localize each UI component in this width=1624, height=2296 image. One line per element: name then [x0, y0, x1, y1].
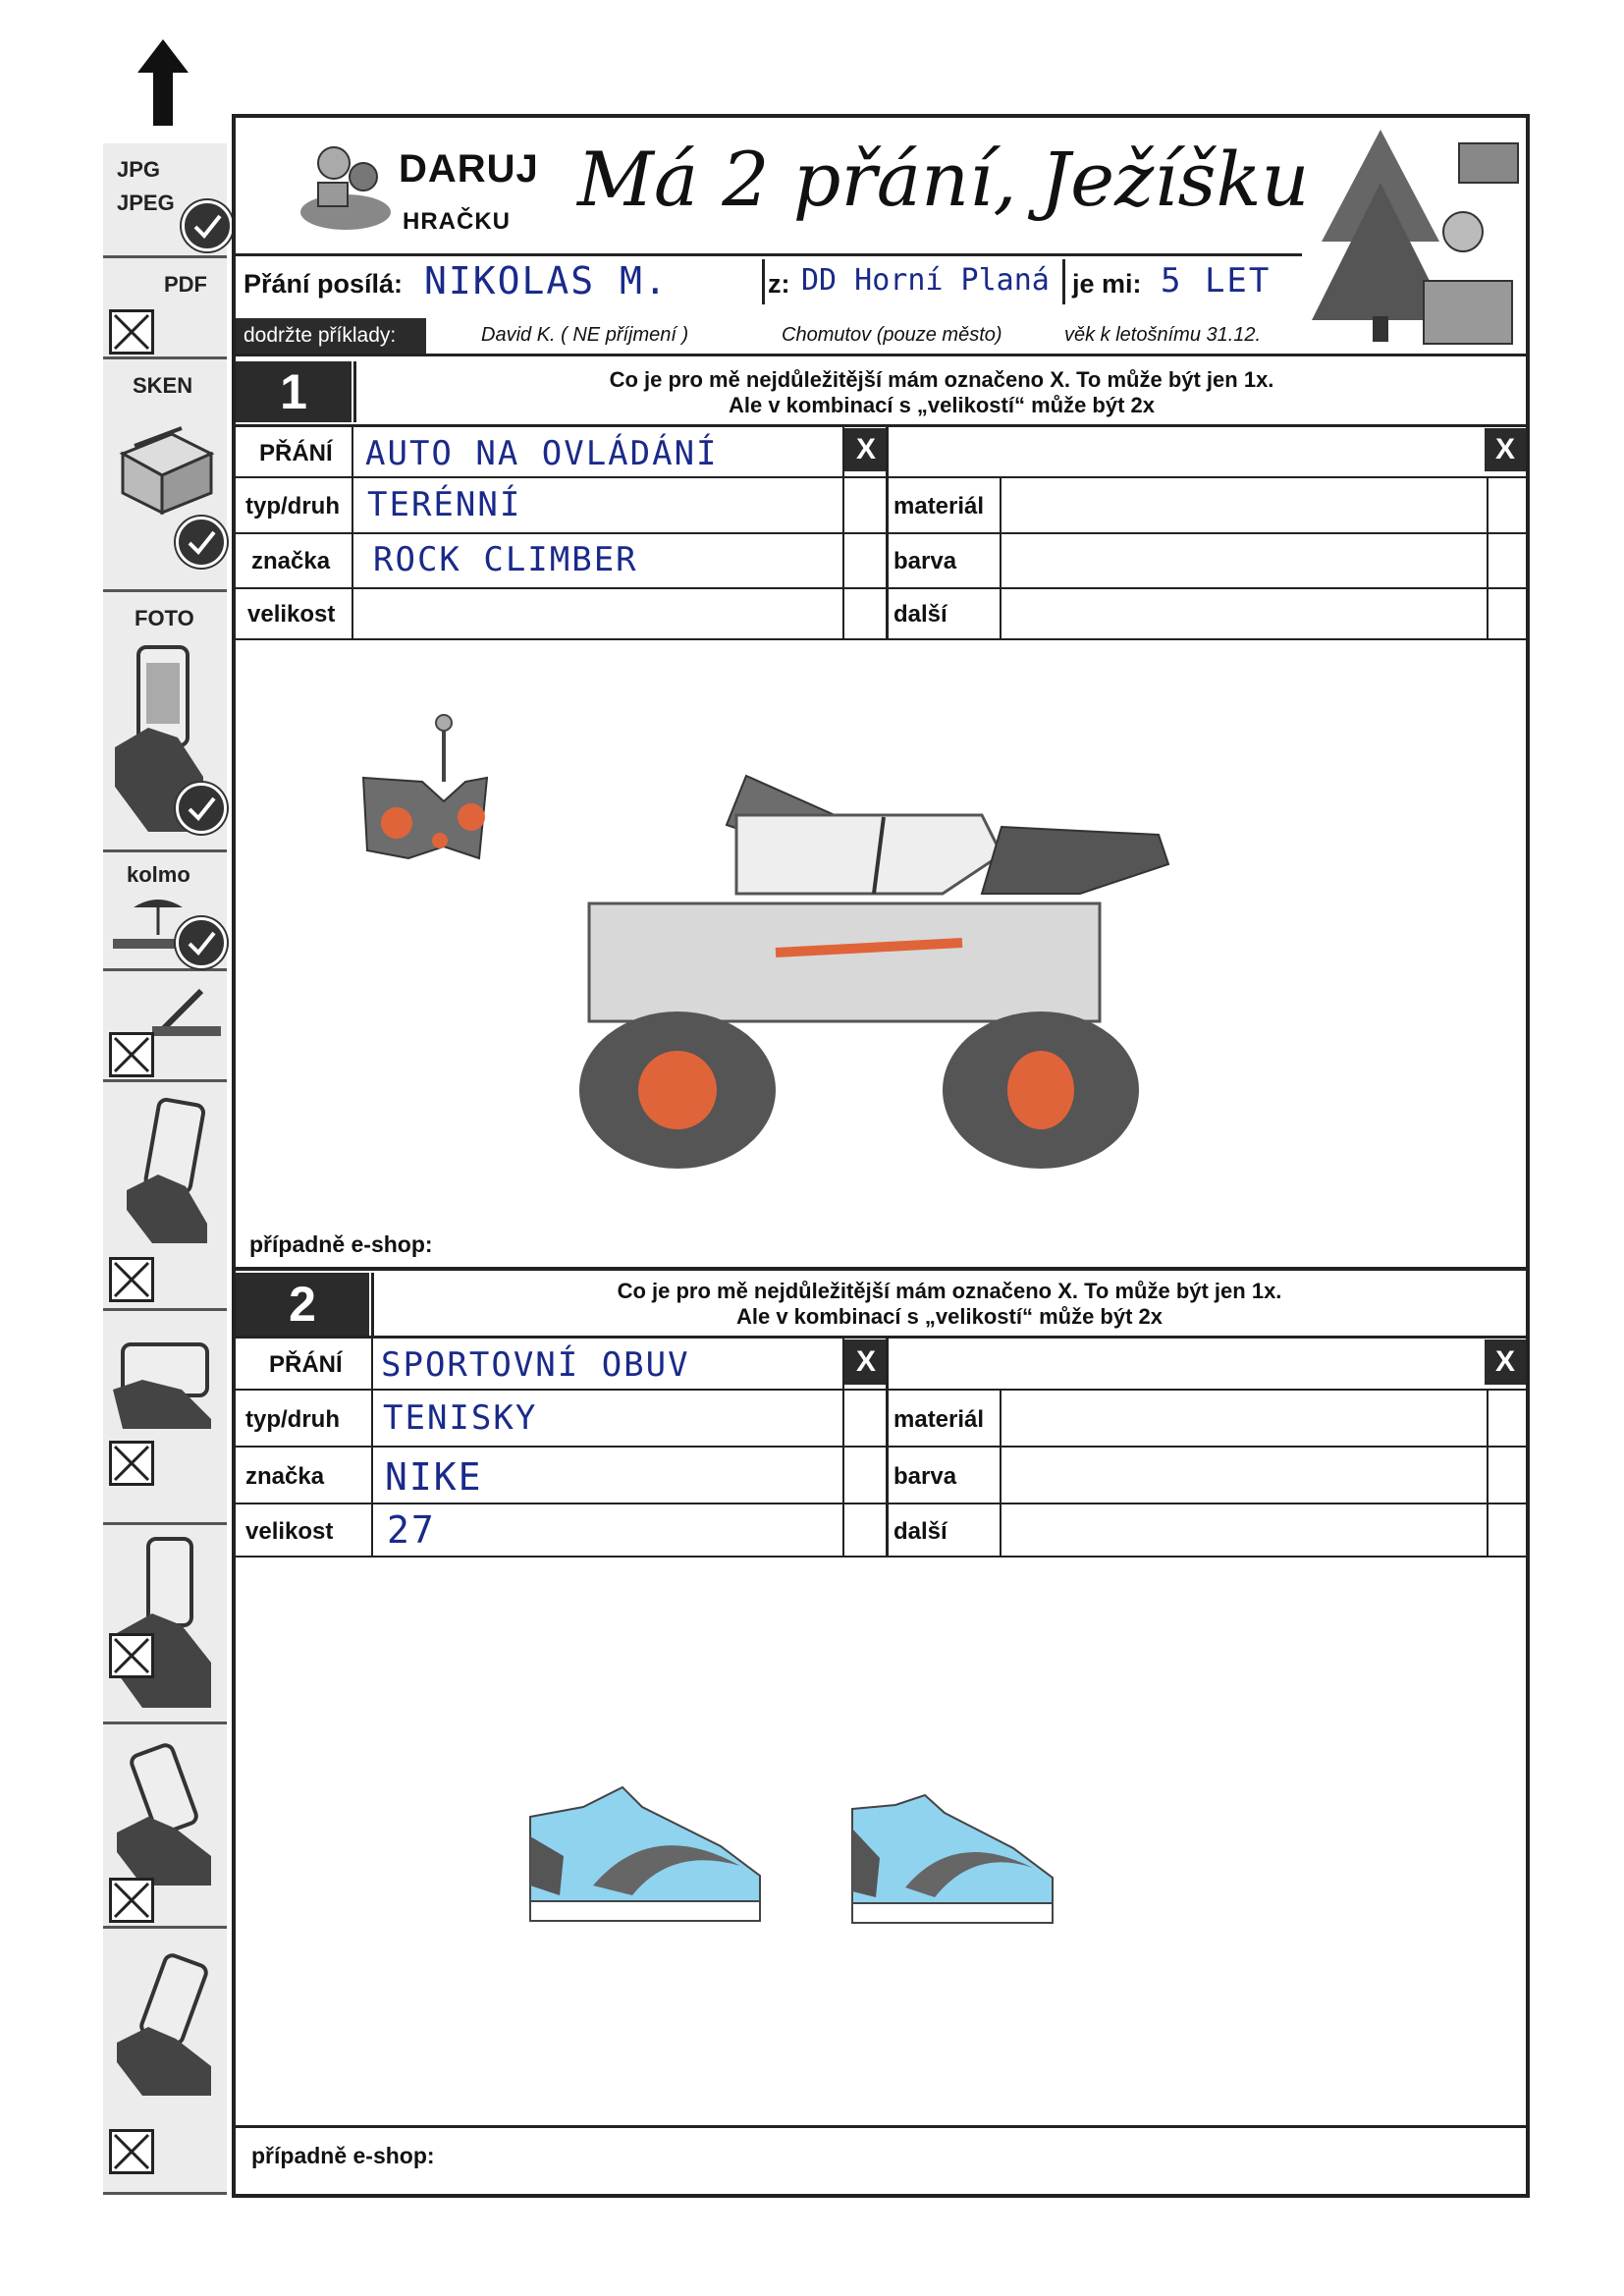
wish-1-type-value[interactable]: TERÉNNÍ	[367, 485, 522, 524]
perpendicular-label: kolmo	[127, 862, 190, 887]
wish-2-number: 2	[236, 1273, 369, 1336]
examples-label: dodržte příklady:	[244, 324, 397, 347]
wish-1-eshop-label: případně e-shop:	[249, 1231, 433, 1257]
header-divider	[232, 253, 1302, 256]
wish-1-brand-value[interactable]: ROCK CLIMBER	[373, 540, 638, 579]
tilted-phone-x-box[interactable]	[109, 1257, 154, 1302]
wish-2-size-label: velikost	[245, 1518, 334, 1545]
example-name: David K. ( NE příjmení )	[481, 324, 689, 346]
rotated-phone2-x-box[interactable]	[109, 2129, 154, 2174]
up-arrow-icon	[135, 37, 190, 128]
format-jpg-label: JPG	[117, 157, 161, 182]
photo-label: FOTO	[135, 606, 194, 630]
sneaker-right-drawing	[846, 1789, 1062, 1927]
sidebar-rotated-phone2-section	[103, 1929, 227, 2195]
rc-car-drawing	[550, 756, 1188, 1178]
scan-label: SKEN	[133, 373, 193, 398]
format-pdf-label: PDF	[164, 272, 207, 297]
scan-check-icon	[176, 517, 227, 568]
scanner-icon	[113, 414, 219, 522]
sender-label: Přání posílá:	[244, 269, 404, 299]
wish-2-size-value[interactable]: 27	[387, 1508, 436, 1552]
angled-x-box[interactable]	[109, 1032, 154, 1077]
age-value[interactable]: 5 LET	[1161, 261, 1272, 301]
wish-2-note-line1: Co je pro mě nejdůležitější mám označeno X. To může být jen 1x.	[617, 1279, 1282, 1303]
example-age: věk k letošnímu 31.12.	[1064, 324, 1262, 346]
angled-photo-icon	[152, 981, 221, 1040]
sender-name[interactable]: NIKOLAS M.	[424, 259, 669, 302]
rotated-phone-icon	[113, 1738, 221, 1886]
wish-2-material-label: materiál	[893, 1406, 985, 1433]
wish-2-x-right[interactable]: X	[1485, 1339, 1526, 1385]
sidebar-angled-section	[103, 971, 227, 1082]
wish-1-x-left[interactable]: X	[844, 428, 888, 471]
wish-1-wish-value[interactable]: AUTO NA OVLÁDÁNÍ	[365, 434, 719, 473]
wish-1-material-label: materiál	[893, 493, 985, 519]
wish-2-type-label: typ/druh	[245, 1406, 340, 1433]
pdf-x-box[interactable]	[109, 309, 154, 355]
perpendicular-check-icon	[176, 917, 227, 968]
sidebar-vertical-phone-section	[103, 1525, 227, 1724]
christmas-tree-icon	[1302, 124, 1528, 354]
landscape-phone-icon	[113, 1331, 221, 1429]
sidebar-tilted-phone-section	[103, 1082, 227, 1311]
wish-1-size-label: velikost	[247, 601, 336, 628]
landscape-x-box[interactable]	[109, 1441, 154, 1486]
wish-1-number: 1	[236, 361, 352, 422]
from-value[interactable]: DD Horní Planá	[801, 263, 1050, 298]
from-label: z:	[768, 269, 790, 299]
wish-2-wish-value[interactable]: SPORTOVNÍ OBUV	[381, 1345, 690, 1385]
sidebar-perpendicular-section	[103, 852, 227, 971]
page-title: Má 2 přání, Ježíšku	[577, 136, 1310, 223]
vertical-phone-icon	[113, 1535, 221, 1712]
wish-1-color-label: barva	[893, 548, 957, 574]
sidebar-landscape-section	[103, 1311, 227, 1525]
sneaker-left-drawing	[524, 1777, 770, 1925]
wish-2-other-label: další	[893, 1518, 947, 1545]
format-jpeg-label: JPEG	[117, 191, 175, 215]
sidebar-scan-section	[103, 359, 227, 592]
sidebar-rotated-phone-section	[103, 1724, 227, 1929]
tilted-phone-icon	[123, 1096, 217, 1243]
wish-1-note-line2: Ale v kombinací s „velikostí“ může být 2x	[728, 393, 1156, 417]
wish-2-brand-value[interactable]: NIKE	[385, 1455, 483, 1499]
wish-2-x-left[interactable]: X	[844, 1339, 888, 1385]
wish-2-wish-label: PŘÁNÍ	[269, 1351, 343, 1378]
rotated-phone-x-box[interactable]	[109, 1878, 154, 1923]
wish-2-type-value[interactable]: TENISKY	[383, 1398, 538, 1438]
logo-hracku: HRAČKU	[403, 208, 511, 235]
wish-2-note-line2: Ale v kombinací s „velikostí“ může být 2x	[735, 1304, 1164, 1329]
wish-1-note-line1: Co je pro mě nejdůležitější mám označeno X. To může být jen 1x.	[609, 367, 1274, 392]
sidebar-jpg-section	[103, 143, 227, 258]
sidebar-pdf-section	[103, 258, 227, 359]
sidebar-photo-section	[103, 592, 227, 852]
age-label: je mi:	[1072, 269, 1142, 299]
wish-2-eshop-label: případně e-shop:	[251, 2143, 435, 2168]
photo-check-icon	[176, 783, 227, 834]
jpg-check-icon	[182, 200, 233, 251]
wish-2-brand-label: značka	[245, 1463, 325, 1490]
wish-2-color-label: barva	[893, 1463, 957, 1490]
wish-1-wish-label: PŘÁNÍ	[259, 440, 333, 466]
wish-1-brand-label: značka	[251, 548, 331, 574]
wish-1-x-right[interactable]: X	[1485, 428, 1526, 471]
wish-1-type-label: typ/druh	[245, 493, 340, 519]
remote-control-drawing	[353, 713, 491, 909]
logo-daruj: DARUJ	[399, 147, 539, 191]
toys-logo-icon	[295, 134, 397, 236]
example-city: Chomutov (pouze město)	[782, 324, 1002, 346]
vertical-phone-x-box[interactable]	[109, 1633, 154, 1678]
wish-1-other-label: další	[893, 601, 947, 628]
rotated-phone2-icon	[113, 1948, 221, 2096]
